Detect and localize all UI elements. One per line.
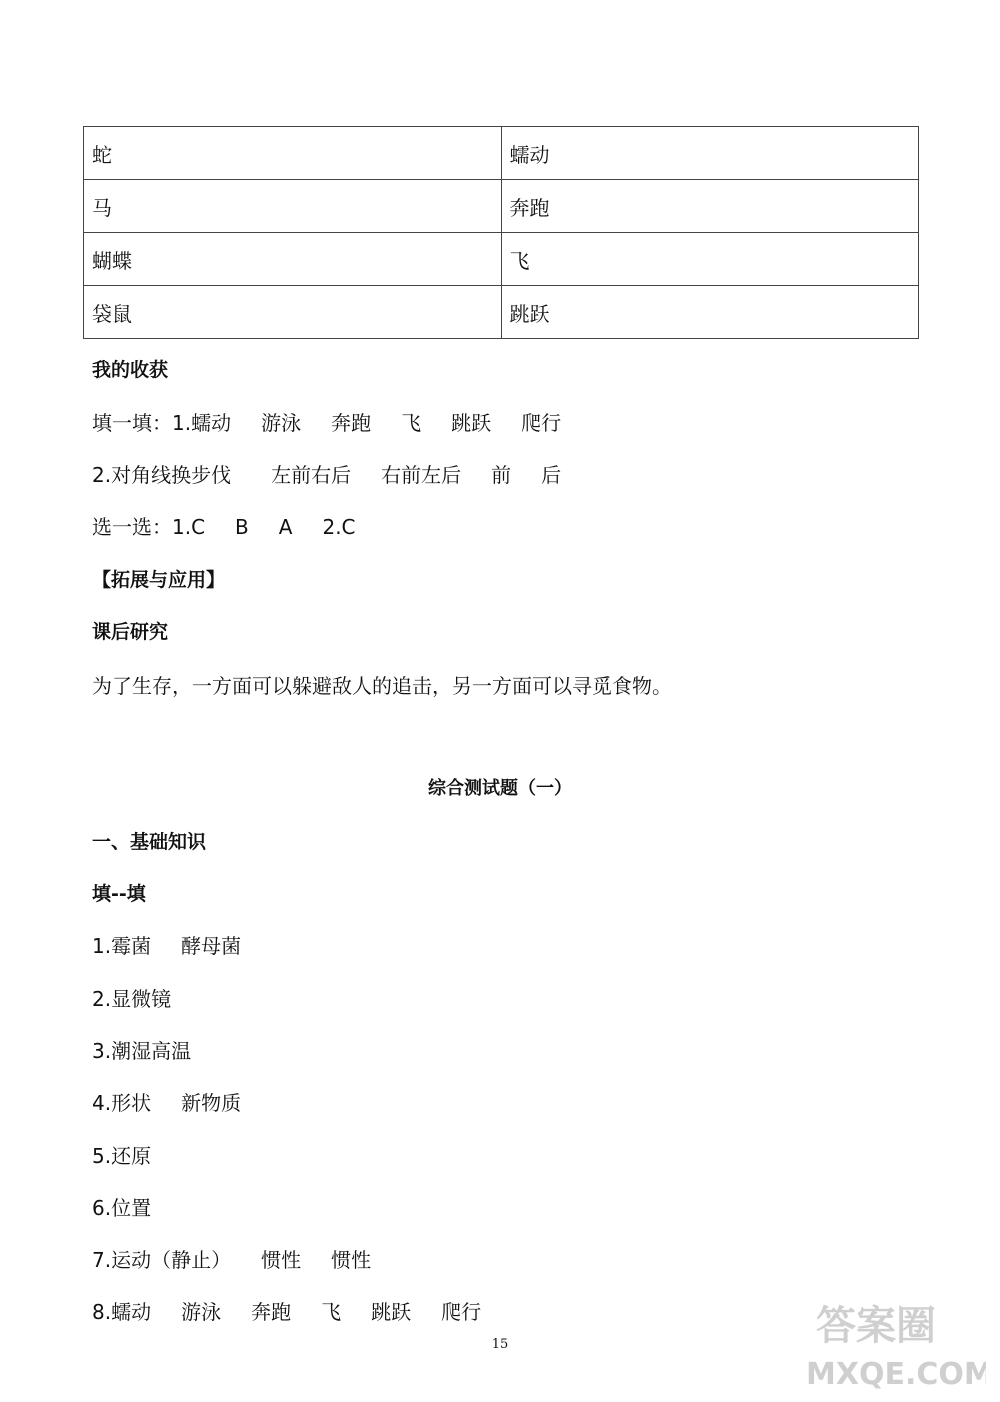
gait-item: 前: [491, 463, 512, 487]
table-cell-animal: 袋鼠: [84, 286, 502, 339]
fill-heading: 填--填: [92, 883, 146, 905]
section-heading: 一、基础知识: [92, 831, 207, 853]
answer-item: 爬行: [441, 1300, 482, 1324]
answer-number: 4.形状: [92, 1091, 152, 1115]
answer-line: [92, 1140, 151, 1169]
choose-item: A: [278, 515, 293, 539]
answer-number: 2.显微镜: [92, 987, 172, 1011]
animal-movement-table: [83, 126, 919, 339]
answer-line: [92, 1244, 371, 1273]
watermark-icon: [786, 1284, 986, 1394]
answer-line: [92, 1192, 151, 1221]
page-number: 15: [491, 1337, 509, 1352]
answer-number: 5.还原: [92, 1144, 152, 1168]
answer-item: 酵母菌: [181, 934, 242, 958]
answer-item: 惯性: [331, 1248, 372, 1272]
table-cell-animal: 马: [84, 180, 502, 233]
table-row: [84, 127, 919, 180]
choose-label: 选一选：1.C: [92, 515, 206, 539]
table-cell-movement: 蠕动: [501, 127, 919, 180]
watermark-logo: [786, 1284, 986, 1394]
gait-line: [92, 459, 561, 488]
choose-line: [92, 511, 356, 540]
table-cell-movement: 跳跃: [501, 286, 919, 339]
gait-label: 2.对角线换步伐: [92, 463, 232, 487]
answer-number: 3.潮湿高温: [92, 1039, 192, 1063]
table-cell-movement: 飞: [501, 233, 919, 286]
answer-item: 奔跑: [251, 1300, 292, 1324]
fill-item: 飞: [401, 411, 422, 435]
answer-line: [92, 1296, 481, 1325]
extension-heading: 【拓展与应用】: [92, 569, 226, 591]
answer-item: 跳跃: [371, 1300, 412, 1324]
fill-item: 爬行: [521, 411, 562, 435]
gait-item: 右前左后: [381, 463, 462, 487]
answer-number: 8.蠕动: [92, 1300, 152, 1324]
answer-item: 游泳: [181, 1300, 222, 1324]
table-row: [84, 180, 919, 233]
answer-number: 6.位置: [92, 1196, 152, 1220]
fill-item: 跳跃: [451, 411, 492, 435]
answer-number: 1.霉菌: [92, 934, 152, 958]
answer-line: [92, 1087, 241, 1116]
table-row: [84, 286, 919, 339]
gait-item: 左前右后: [271, 463, 352, 487]
test-title: 综合测试题（一）: [428, 778, 572, 799]
fill-item: 奔跑: [331, 411, 372, 435]
answer-line: [92, 983, 171, 1012]
choose-item: B: [235, 515, 249, 539]
table-cell-movement: 奔跑: [501, 180, 919, 233]
research-heading: 课后研究: [92, 621, 169, 643]
table-cell-animal: 蝴蝶: [84, 233, 502, 286]
svg-text:MXQE.COM: MXQE.COM: [806, 1357, 986, 1392]
svg-text:答案圈: 答案圈: [816, 1303, 936, 1349]
gains-heading: 我的收获: [92, 359, 169, 381]
answer-number: 7.运动（静止）: [92, 1248, 232, 1272]
choose-item: 2.C: [322, 515, 356, 539]
gait-item: 后: [541, 463, 562, 487]
answer-line: [92, 930, 241, 959]
answer-item: 新物质: [181, 1091, 242, 1115]
fill-label: 填一填：1.蠕动: [92, 411, 232, 435]
fill-line: [92, 407, 561, 436]
answer-item: 飞: [321, 1300, 342, 1324]
answer-line: [92, 1035, 191, 1064]
table-cell-animal: 蛇: [84, 127, 502, 180]
research-answer: 为了生存，一方面可以躲避敌人的追击，另一方面可以寻觅食物。: [92, 674, 672, 698]
answer-item: 惯性: [261, 1248, 302, 1272]
table-row: [84, 233, 919, 286]
fill-item: 游泳: [261, 411, 302, 435]
